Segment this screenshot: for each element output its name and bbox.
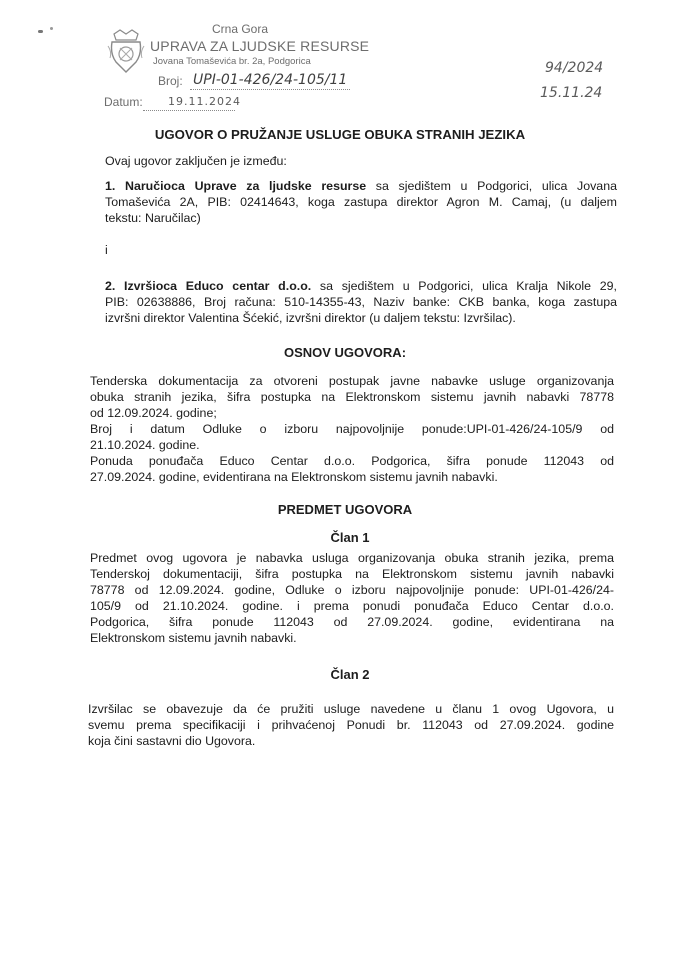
handwritten-ref: 94/2024 [545, 60, 604, 76]
clan2-line: svemu prema specifikaciji i prihvaćenoj Ponudi br. 112043 od 27.09.2024. godine [88, 718, 614, 732]
document-title: UGOVOR O PRUŽANJE USLUGE OBUKA STRANIH JEZIKA [154, 127, 526, 142]
party2-block [105, 278, 617, 326]
party1-block [105, 178, 617, 226]
predmet-heading: PREDMET UGOVORA [277, 502, 413, 517]
coat-of-arms-icon [106, 28, 146, 74]
clan2-heading: Član 2 [330, 667, 370, 682]
party2-name: 2. Izvršioca Educo centar d.o.o. [105, 279, 312, 293]
stamp-broj-label: Broj: [158, 74, 183, 88]
scan-speck [38, 30, 43, 33]
stamp-institution: UPRAVA ZA LJUDSKE RESURSE [150, 38, 370, 54]
clan1-heading: Član 1 [330, 530, 370, 545]
clan1-line: Tenderskoj dokumentaciji, šifra postupka na Elektronskom sistemu javnih nabavki [90, 567, 614, 581]
osnov-line: obuka stranih jezika, šifra postupka na Elektronskom sistemu javnih nabavki 78778 [90, 390, 614, 404]
osnov-body [90, 373, 614, 485]
stamp-datum-line [143, 110, 235, 111]
clan1-line: 78778 od 12.09.2024. godine, Odluke o izboru najpovoljnije ponude: UPI-01-426/24- [90, 583, 614, 597]
party1-line-3: tekstu: Naručilac) [105, 211, 201, 225]
clan2-body [88, 701, 614, 749]
stamp-address: Jovana Tomaševića br. 2a, Podgorica [153, 56, 311, 67]
party1-name: 1. Naručioca Uprave za ljudske resurse [105, 179, 367, 193]
stamp-broj-value: UPI-01-426/24-105/11 [193, 72, 348, 88]
stamp-country: Crna Gora [212, 22, 269, 36]
party1-line-2: Tomaševića 2A, PIB: 02414643, koga zastupa direktor Agron M. Camaj, (u daljem [105, 195, 617, 209]
osnov-line: 21.10.2024. godine. [90, 438, 200, 452]
clan2-line: koja čini sastavni dio Ugovora. [88, 734, 256, 748]
conjunction: i [105, 243, 108, 257]
stamp-datum-label: Datum: [104, 95, 143, 109]
clan1-line: Predmet ovog ugovora je nabavka usluga organizovanja obuka stranih jezika, prema [90, 551, 614, 565]
osnov-line: Tenderska dokumentacija za otvoreni postupak javne nabavke usluge organizovanja [90, 374, 614, 388]
intro-text: Ovaj ugovor zaključen je između: [105, 154, 287, 168]
osnov-line: Broj i datum Odluke o izboru najpovoljnije ponude:UPI-01-426/24-105/9 od [90, 422, 614, 436]
party2-line-2: PIB: 02638886, Broj računa: 510-14355-43, Naziv banke: CKB banka, koga zastupa [105, 295, 617, 309]
clan1-line: Podgorica, šifra ponude 112043 od 27.09.2024. godine, evidentirana na [90, 615, 614, 629]
clan1-body [90, 550, 614, 646]
osnov-line: 27.09.2024. godine, evidentirana na Elektronskom sistemu javnih nabavki. [90, 470, 498, 484]
scan-speck [50, 27, 53, 30]
party2-line-1: 2. Izvršioca Educo centar d.o.o. sa sjedištem u Podgorici, ulica Kralja Nikole 29, [105, 279, 617, 293]
handwritten-date: 15.11.24 [540, 85, 603, 101]
clan1-line: 105/9 od 21.10.2024. godine. i prema ponudi ponuđača Educo Centar d.o.o. [90, 599, 614, 613]
osnov-line: Ponuda ponuđača Educo Centar d.o.o. Podgorica, šifra ponude 112043 od [90, 454, 614, 468]
party1-line-1: 1. Naručioca Uprave za ljudske resurse sa sjedištem u Podgorici, ulica Jovana [105, 179, 617, 193]
clan1-line: Elektronskom sistemu javnih nabavki. [90, 631, 297, 645]
osnov-heading: OSNOV UGOVORA: [283, 345, 407, 360]
osnov-line: od 12.09.2024. godine; [90, 406, 217, 420]
clan2-line: Izvršilac se obavezuje da će pružiti usluge navedene u članu 1 ovog Ugovora, u [88, 702, 614, 716]
stamp-datum-value: 19.11.2024 [168, 95, 241, 108]
stamp-broj-line [190, 89, 350, 90]
party2-line-3: izvršni direktor Valentina Šćekić, izvršni direktor (u daljem tekstu: Izvršilac). [105, 311, 516, 325]
